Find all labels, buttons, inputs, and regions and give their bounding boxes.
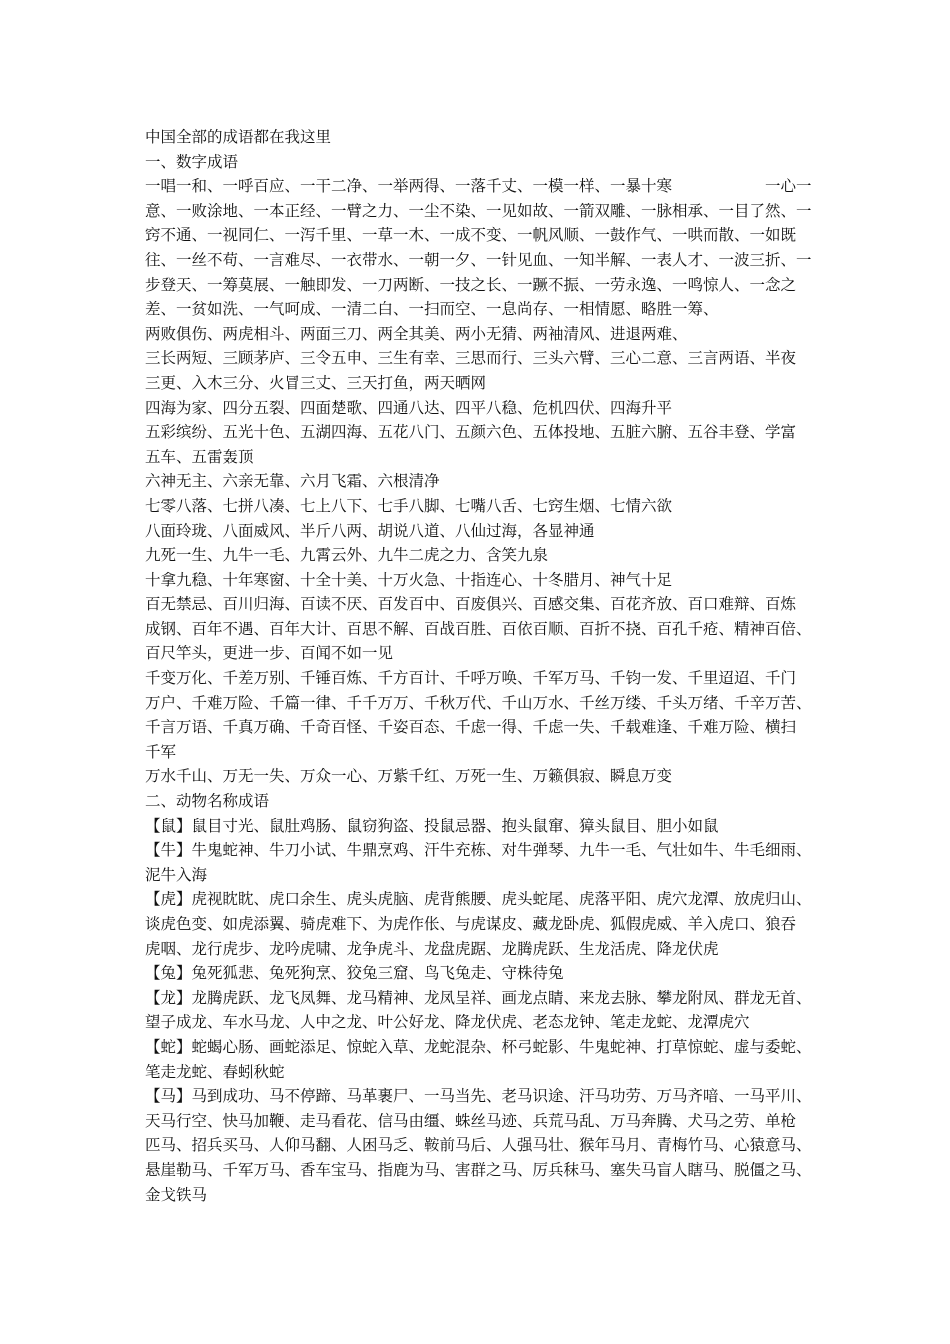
paragraph: [145, 519, 817, 544]
text-line: 【虎】虎视眈眈、虎口余生、虎头虎脑、虎背熊腰、虎头蛇尾、虎落平阳、虎穴龙潭、放虎归山、: [145, 890, 812, 909]
text-line: 步登天、一筹莫展、一触即发、一刀两断、一技之长、一蹶不振、一劳永逸、一鸣惊人、一念之: [145, 275, 797, 294]
text-line: 天马行空、快马加鞭、走马看花、信马由缰、蛛丝马迹、兵荒马乱、万马奔腾、犬马之劳、单枪: [145, 1111, 797, 1130]
text-line: 三更、入木三分、火冒三丈、三天打鱼，两天晒网: [145, 373, 487, 392]
paragraph: [145, 1035, 817, 1084]
paragraph: [145, 396, 817, 421]
text-line: 八面玲珑、八面威风、半斤八两、胡说八道、八仙过海，各显神通: [145, 521, 595, 540]
text-line: 【兔】兔死狐悲、兔死狗烹、狡兔三窟、鸟飞兔走、守株待兔: [145, 964, 564, 983]
text-line: 五彩缤纷、五光十色、五湖四海、五花八门、五颜六色、五体投地、五脏六腑、五谷丰登、学富: [145, 423, 797, 442]
text-line: 九死一生、九牛一毛、九霄云外、九牛二虎之力、含笑九泉: [145, 546, 549, 565]
text-line: 六神无主、六亲无靠、六月飞霜、六根清净: [145, 472, 440, 491]
text-line: 万户、千难万险、千篇一律、千千万万、千秋万代、千山万水、千丝万缕、千头万绪、千辛万苦、: [145, 693, 812, 712]
paragraph: [145, 568, 817, 593]
text-line: 【蛇】蛇蝎心肠、画蛇添足、惊蛇入草、龙蛇混杂、杯弓蛇影、牛鬼蛇神、打草惊蛇、虚与委蛇、: [145, 1037, 812, 1056]
paragraph: [145, 887, 817, 961]
text-line: 匹马、招兵买马、人仰马翻、人困马乏、鞍前马后、人强马壮、猴年马月、青梅竹马、心猿意马、: [145, 1136, 812, 1155]
section-numbers-body: [145, 174, 817, 789]
section-heading-animals: 二、动物名称成语: [145, 792, 270, 811]
text-line: 两败俱伤、两虎相斗、两面三刀、两全其美、两小无猜、两袖清风、进退两难、: [145, 324, 688, 343]
text-line: 四海为家、四分五裂、四面楚歌、四通八达、四平八稳、危机四伏、四海升平: [145, 398, 673, 417]
paragraph: [145, 174, 817, 322]
document-title: 中国全部的成语都在我这里: [145, 128, 332, 146]
text-line: 悬崖勒马、千军万马、香车宝马、指鹿为马、害群之马、厉兵秣马、塞失马盲人瞎马、脱僵之马、: [145, 1160, 812, 1179]
paragraph: [145, 469, 817, 494]
section-heading-numbers: 一、数字成语: [145, 152, 239, 171]
text-line: 三长两短、三顾茅庐、三令五申、三生有幸、三思而行、三头六臂、三心二意、三言两语、半夜: [145, 349, 797, 368]
text-line: 百尺竿头，更进一步、百闻不如一见: [145, 644, 394, 663]
text-line: 谈虎色变、如虎添翼、骑虎难下、为虎作伥、与虎谋皮、藏龙卧虎、狐假虎威、羊入虎口、狼吞: [145, 915, 797, 933]
text-line: 千言万语、千真万确、千奇百怪、千姿百态、千虑一得、千虑一失、千载难逢、千难万险、横扫: [145, 718, 797, 737]
paragraph: [145, 666, 817, 764]
paragraph: [145, 322, 817, 347]
text-line: 差、一贫如洗、一气呵成、一清二白、一扫而空、一息尚存、一相情愿、略胜一筹、: [145, 300, 719, 319]
text-line: 万水千山、万无一失、万众一心、万紫千红、万死一生、万籁俱寂、瞬息万变: [145, 767, 673, 786]
paragraph: [145, 961, 817, 986]
paragraph: [145, 764, 817, 789]
paragraph: [145, 986, 817, 1035]
text-line: 七零八落、七拼八凑、七上八下、七手八脚、七嘴八舌、七窍生烟、七情六欲: [145, 496, 673, 515]
paragraph: [145, 814, 817, 839]
text-line: 窍不通、一视同仁、一泻千里、一草一木、一成不变、一帆风顺、一鼓作气、一哄而散、一如既: [145, 226, 797, 245]
text-line: 【马】马到成功、马不停蹄、马革裹尸、一马当先、老马识途、汗马功劳、万马齐喑、一马平川、: [145, 1087, 812, 1106]
text-line: 虎咽、龙行虎步、龙吟虎啸、龙争虎斗、龙盘虎踞、龙腾虎跃、生龙活虎、降龙伏虎: [145, 939, 719, 958]
text-line: 五车、五雷轰顶: [145, 447, 254, 466]
text-line: 往、一丝不苟、一言难尽、一衣带水、一朝一夕、一针见血、一知半解、一表人才、一波三折、一: [145, 250, 812, 269]
paragraph: [145, 1084, 817, 1207]
paragraph: [145, 420, 817, 469]
paragraph: [145, 838, 817, 887]
document-page: [145, 125, 817, 1207]
text-line: 笔走龙蛇、春蚓秋蛇: [145, 1062, 285, 1081]
text-line: 【龙】龙腾虎跃、龙飞凤舞、龙马精神、龙凤呈祥、画龙点睛、来龙去脉、攀龙附凤、群龙无首、: [145, 988, 812, 1007]
text-line: 十拿九稳、十年寒窗、十全十美、十万火急、十指连心、十冬腊月、神气十足: [145, 570, 673, 589]
text-line: 百无禁忌、百川归海、百读不厌、百发百中、百废俱兴、百感交集、百花齐放、百口难辩、百炼: [145, 595, 797, 614]
section-animals-body: [145, 814, 817, 1208]
paragraph: [145, 592, 817, 666]
text-line: 金戈铁马: [145, 1185, 208, 1204]
text-line: 意、一败涂地、一本正经、一臂之力、一尘不染、一见如故、一箭双雕、一脉相承、一目了然、一: [145, 201, 812, 220]
paragraph: [145, 494, 817, 519]
text-line: 一唱一和、一呼百应、一干二净、一举两得、一落千丈、一模一样、一暴十寒 一心一: [145, 177, 812, 196]
text-line: 【牛】牛鬼蛇神、牛刀小试、牛鼎烹鸡、汗牛充栋、对牛弹琴、九牛一毛、气壮如牛、牛毛细雨、: [145, 841, 812, 860]
text-line: 泥牛入海: [145, 865, 208, 884]
paragraph: [145, 346, 817, 395]
text-line: 千军: [145, 742, 177, 761]
text-line: 千变万化、千差万别、千锤百炼、千方百计、千呼万唤、千军万马、千钧一发、千里迢迢、千门: [145, 669, 797, 688]
text-line: 【鼠】鼠目寸光、鼠肚鸡肠、鼠窃狗盗、投鼠忌器、抱头鼠窜、獐头鼠目、胆小如鼠: [145, 816, 719, 835]
text-line: 成钢、百年不遇、百年大计、百思不解、百战百胜、百依百顺、百折不挠、百孔千疮、精神百倍、: [145, 619, 812, 638]
paragraph: [145, 543, 817, 568]
text-line: 望子成龙、车水马龙、人中之龙、叶公好龙、降龙伏虎、老态龙钟、笔走龙蛇、龙潭虎穴: [145, 1013, 750, 1032]
